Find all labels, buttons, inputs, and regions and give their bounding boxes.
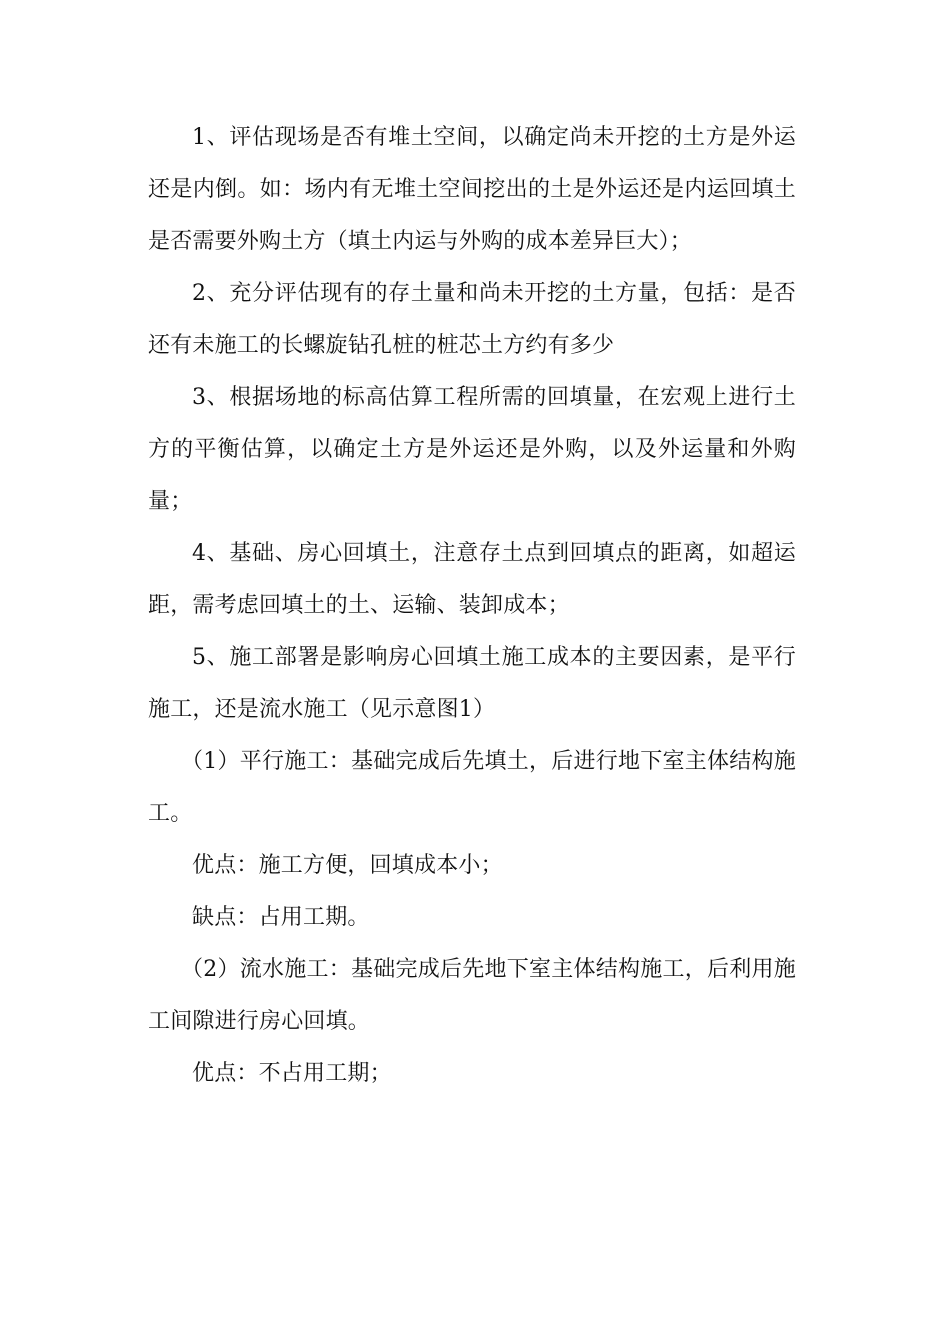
paragraph-flow-construction: （2）流水施工：基础完成后先地下室主体结构施工，后利用施工间隙进行房心回填。	[148, 957, 796, 1034]
paragraph-flow-advantage: 优点：不占用工期；	[192, 1061, 392, 1086]
paragraph-item-4: 4、基础、房心回填土，注意存土点到回填点的距离，如超运距，需考虑回填土的土、运输、装卸成本；	[148, 541, 796, 618]
document-body	[148, 112, 796, 1100]
paragraph-item-2: 2、充分评估现有的存土量和尚未开挖的土方量，包括：是否还有未施工的长螺旋钻孔桩的桩芯土方约有多少	[148, 281, 796, 358]
paragraph-parallel-advantage: 优点：施工方便，回填成本小；	[192, 853, 503, 878]
paragraph-item-1: 1、评估现场是否有堆土空间，以确定尚未开挖的土方是外运还是内倒。如：场内有无堆土空间挖出的土是外运还是内运回填土是否需要外购土方（填土内运与外购的成本差异巨大）；	[148, 125, 796, 254]
paragraph-parallel-disadvantage: 缺点：占用工期。	[192, 905, 370, 930]
paragraph-parallel-construction: （1）平行施工：基础完成后先填土，后进行地下室主体结构施工。	[148, 749, 796, 826]
paragraph-item-3: 3、根据场地的标高估算工程所需的回填量，在宏观上进行土方的平衡估算，以确定土方是外运还是外购，以及外运量和外购量；	[148, 385, 796, 514]
paragraph-item-5: 5、施工部署是影响房心回填土施工成本的主要因素，是平行施工，还是流水施工（见示意图1）	[148, 645, 796, 722]
